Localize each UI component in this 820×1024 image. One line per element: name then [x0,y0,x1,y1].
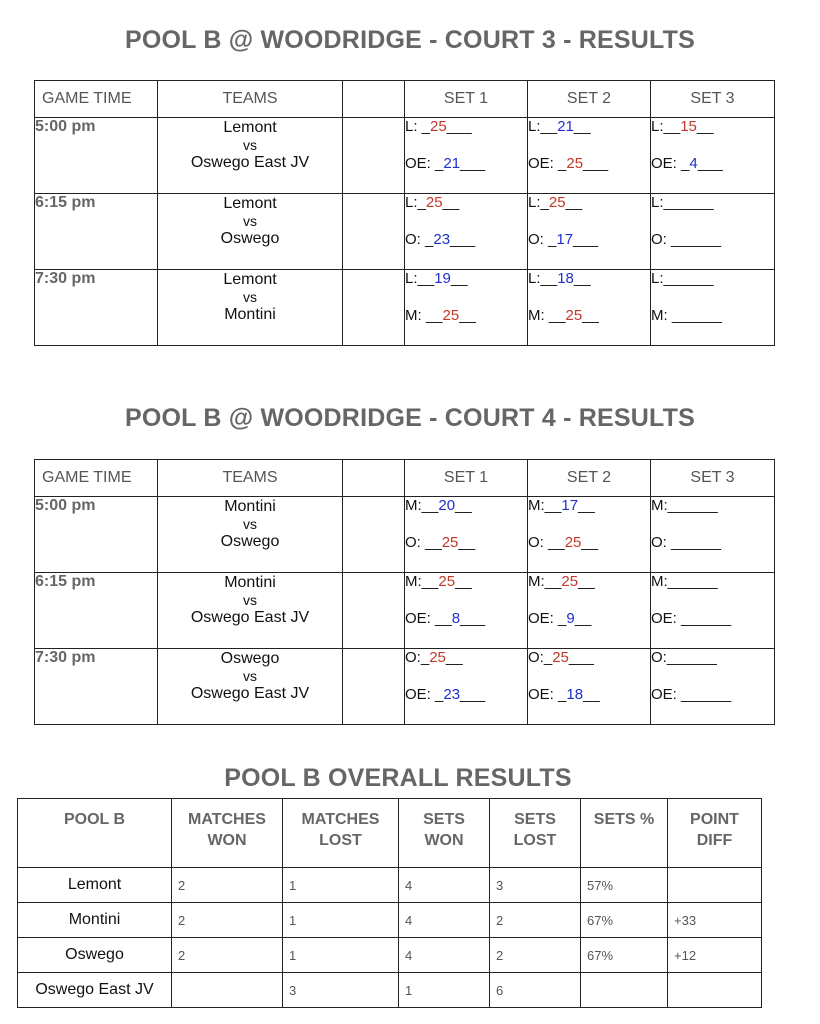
score-blank: __ [455,497,472,514]
game-time: 6:15 pm [35,194,158,270]
team-away: Montini [224,306,276,323]
score-line [528,534,650,571]
sets-lost: 2 [490,903,581,938]
score-blank: __ [450,270,468,287]
teams-header: TEAMS [158,81,343,118]
score-line [528,686,650,723]
team-name: Montini [18,903,172,938]
score-value: 9 [566,610,575,627]
team-home: Oswego [220,650,280,667]
team-name: Oswego East JV [18,973,172,1008]
score-value: 19 [434,270,451,287]
score-value: 25 [561,573,579,590]
score-line [651,231,774,268]
score-label: M: ______ [651,307,722,324]
set1-header: SET 1 [405,460,528,497]
matchup [158,649,343,725]
game-row [35,118,775,194]
score-blank: __ [458,534,476,551]
score-blank: __ [459,307,476,324]
score-label: O:_ [405,649,430,666]
teams-header: TEAMS [158,460,343,497]
set-1-score [405,270,528,346]
team-away: Oswego [220,533,280,550]
sets-pct [581,973,668,1008]
score-blank: ___ [583,155,609,172]
blank-cell [343,649,405,725]
set2-header: SET 2 [528,81,651,118]
score-label: O: __ [528,534,565,551]
score-value: 25 [566,155,584,172]
score-label: O: __ [405,534,442,551]
game-row [35,270,775,346]
blank-cell [343,118,405,194]
score-blank: __ [455,573,472,590]
score-blank: __ [574,610,592,627]
vs-label: vs [243,137,257,153]
point-diff: +12 [668,938,762,973]
team-away: Oswego [220,230,280,247]
score-value: 25 [429,649,446,666]
sets-lost: 6 [490,973,581,1008]
score-line [405,118,527,155]
score-label: O: _ [528,231,557,248]
sets-lost-header: SETS LOST [490,799,581,868]
score-line [528,155,650,192]
sets-pct: 67% [581,938,668,973]
overall-table [17,798,762,1008]
score-label: OE: ______ [651,610,732,627]
vs-label: vs [243,516,257,532]
score-blank: __ [565,194,583,211]
score-line [651,686,774,723]
set-3-score [651,118,775,194]
set-2-score [528,573,651,649]
team-away: Oswego East JV [190,609,310,626]
score-value: 25 [438,573,456,590]
score-line [528,307,650,344]
set-1-score [405,194,528,270]
matchup [158,270,343,346]
game-time: 5:00 pm [35,497,158,573]
score-label: L:__ [528,118,558,135]
court4-title: POOL B @ WOODRIDGE - COURT 4 - RESULTS [125,404,695,432]
score-blank: ___ [460,155,486,172]
standings-row [18,938,762,973]
matchup [158,497,343,573]
score-blank: __ [442,194,460,211]
score-value: 17 [561,497,579,514]
score-label: O:______ [651,649,717,666]
score-blank: __ [581,534,599,551]
score-label: M:__ [405,573,439,590]
set-3-score [651,497,775,573]
score-line [651,534,774,571]
score-label: M:______ [651,497,718,514]
point-diff: +33 [668,903,762,938]
court4-table [34,459,775,725]
score-label: OE: ______ [651,686,732,703]
score-value: 25 [430,118,447,135]
score-value: 25 [425,194,443,211]
sets-pct-header: SETS % [581,799,668,868]
score-label: M:__ [528,573,562,590]
blank-cell [343,573,405,649]
score-label: M:__ [528,497,562,514]
score-line [528,610,650,647]
score-blank: __ [582,307,599,324]
score-value: 8 [451,610,461,627]
set-3-score [651,194,775,270]
team-home: Montini [224,498,276,515]
game-row [35,194,775,270]
score-label: OE: __ [405,610,452,627]
team-name: Lemont [18,868,172,903]
score-label: OE: _ [528,610,567,627]
score-label: L:__ [528,270,558,287]
team-home: Lemont [223,271,277,288]
sets-pct: 57% [581,868,668,903]
matches-lost: 1 [283,938,399,973]
score-value: 15 [680,118,697,135]
vs-label: vs [243,213,257,229]
matches-won-header: MATCHES WON [172,799,283,868]
score-blank: __ [583,686,600,703]
game-time-header: GAME TIME [35,460,158,497]
vs-label: vs [243,289,257,305]
score-blank: __ [573,270,591,287]
standings-row [18,868,762,903]
vs-label: vs [243,592,257,608]
score-blank: __ [573,118,591,135]
score-label: L:______ [651,194,714,211]
set-1-score [405,573,528,649]
score-blank: ___ [460,686,486,703]
vs-label: vs [243,668,257,684]
score-blank: ___ [697,155,723,172]
score-line [528,194,650,231]
score-line [528,118,650,155]
set-1-score [405,649,528,725]
score-line [405,573,527,610]
team-home: Montini [224,574,276,591]
set-2-score [528,649,651,725]
score-line [528,649,650,686]
score-blank: ___ [450,231,476,248]
score-value: 25 [441,534,459,551]
game-row [35,497,775,573]
score-line [405,649,527,686]
score-line [651,497,774,534]
set-2-score [528,118,651,194]
sets-pct: 67% [581,903,668,938]
score-label: OE: _ [651,155,690,172]
score-label: OE: _ [405,686,444,703]
score-blank: __ [578,573,595,590]
score-label: O:_ [528,649,553,666]
score-line [405,155,527,192]
score-value: 18 [566,686,584,703]
score-blank: ___ [573,231,599,248]
score-label: M:______ [651,573,718,590]
set-3-score [651,649,775,725]
team-name: Oswego [18,938,172,973]
score-label: OE: _ [528,686,567,703]
matches-won: 2 [172,868,283,903]
score-line [405,270,527,307]
score-value: 23 [443,686,461,703]
game-time: 6:15 pm [35,573,158,649]
set-2-score [528,270,651,346]
game-time-header: GAME TIME [35,81,158,118]
game-row [35,573,775,649]
set-3-score [651,573,775,649]
overall-title: POOL B OVERALL RESULTS [224,764,572,792]
score-value: 25 [548,194,566,211]
blank-cell [343,497,405,573]
set-1-score [405,497,528,573]
score-value: 25 [442,307,460,324]
set-2-score [528,194,651,270]
point-diff [668,973,762,1008]
score-line [405,307,527,344]
score-blank: ___ [568,649,594,666]
matchup [158,194,343,270]
standings-row [18,973,762,1008]
set-3-score [651,270,775,346]
score-blank: __ [445,649,463,666]
matches-lost: 3 [283,973,399,1008]
score-value: 18 [557,270,574,287]
matches-won: 2 [172,903,283,938]
score-blank: __ [696,118,714,135]
score-blank: __ [578,497,595,514]
game-row [35,649,775,725]
standings-row [18,903,762,938]
point-diff [668,868,762,903]
score-value: 20 [438,497,456,514]
score-line [528,497,650,534]
score-label: O: _ [405,231,434,248]
score-label: L:_ [405,194,426,211]
score-label: M:__ [405,497,439,514]
score-line [528,231,650,268]
team-away: Oswego East JV [190,154,310,171]
score-line [405,610,527,647]
sets-won: 4 [399,903,490,938]
score-line [405,231,527,268]
score-line [651,270,774,307]
score-label: L:__ [405,270,435,287]
pool-header: POOL B [18,799,172,868]
score-value: 25 [564,534,582,551]
sets-lost: 3 [490,868,581,903]
team-home: Lemont [223,195,277,212]
matches-won: 2 [172,938,283,973]
score-value: 21 [557,118,574,135]
sets-won: 1 [399,973,490,1008]
score-line [651,307,774,344]
set1-header: SET 1 [405,81,528,118]
blank-cell [343,194,405,270]
set-2-score [528,497,651,573]
score-blank: ___ [460,610,486,627]
sets-won: 4 [399,938,490,973]
matches-lost-header: MATCHES LOST [283,799,399,868]
score-value: 4 [689,155,698,172]
sets-lost: 2 [490,938,581,973]
matches-won [172,973,283,1008]
score-label: L: _ [405,118,431,135]
score-value: 25 [552,649,569,666]
game-time: 5:00 pm [35,118,158,194]
score-line [405,497,527,534]
score-value: 23 [433,231,451,248]
score-label: OE: _ [405,155,444,172]
score-value: 17 [556,231,574,248]
score-value: 21 [443,155,461,172]
set3-header: SET 3 [651,460,775,497]
court3-table [34,80,775,346]
score-line [651,194,774,231]
score-value: 25 [565,307,583,324]
score-label: L:__ [651,118,681,135]
score-line [651,155,774,192]
score-line [528,270,650,307]
score-line [405,194,527,231]
score-line [405,686,527,723]
score-label: O: ______ [651,231,722,248]
matchup [158,118,343,194]
team-home: Lemont [223,119,277,136]
score-line [405,534,527,571]
game-time: 7:30 pm [35,649,158,725]
score-label: L:_ [528,194,549,211]
score-label: M: __ [528,307,566,324]
matches-lost: 1 [283,868,399,903]
score-label: L:______ [651,270,714,287]
score-line [528,573,650,610]
score-label: O: ______ [651,534,722,551]
game-time: 7:30 pm [35,270,158,346]
score-line [651,649,774,686]
sets-won: 4 [399,868,490,903]
score-line [651,610,774,647]
score-label: OE: _ [528,155,567,172]
sets-won-header: SETS WON [399,799,490,868]
score-line [651,118,774,155]
score-label: M: __ [405,307,443,324]
matches-lost: 1 [283,903,399,938]
court3-title: POOL B @ WOODRIDGE - COURT 3 - RESULTS [125,26,695,54]
set2-header: SET 2 [528,460,651,497]
score-line [651,573,774,610]
score-blank: ___ [446,118,472,135]
set3-header: SET 3 [651,81,775,118]
matchup [158,573,343,649]
blank-header [343,460,405,497]
set-1-score [405,118,528,194]
team-away: Oswego East JV [190,685,310,702]
point-diff-header: POINT DIFF [668,799,762,868]
blank-cell [343,270,405,346]
blank-header [343,81,405,118]
